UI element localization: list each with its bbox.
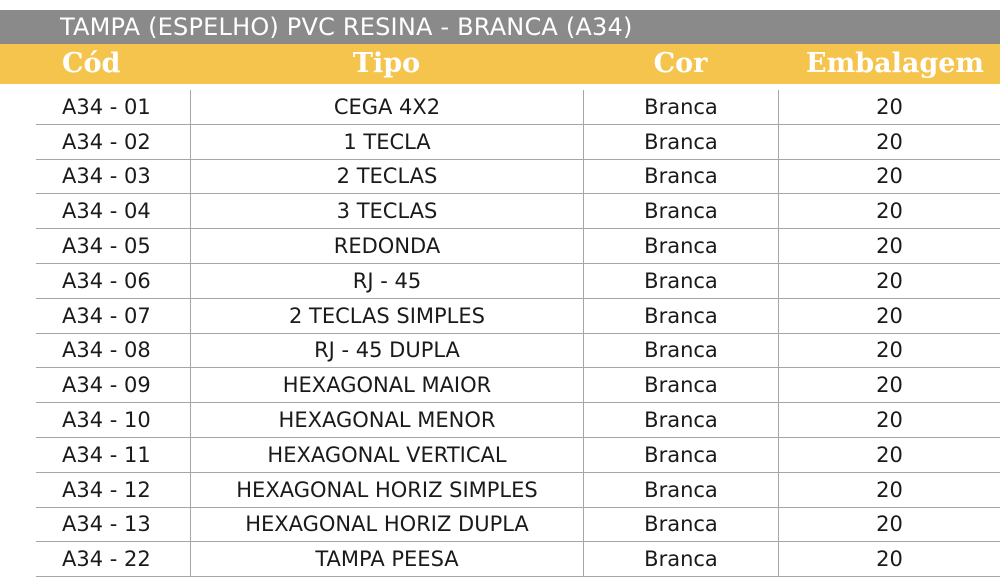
cell-embalagem: 20	[778, 264, 1000, 298]
cell-tipo: HEXAGONAL MENOR	[190, 403, 583, 437]
table-row	[36, 90, 1000, 125]
table-row	[36, 542, 1000, 577]
cell-cor: Branca	[583, 299, 778, 333]
header-cod: Cód	[62, 48, 121, 79]
cell-embalagem: 20	[778, 160, 1000, 194]
cell-cod: A34 - 11	[62, 442, 151, 467]
cell-cod: A34 - 05	[62, 234, 151, 259]
cell-cod: A34 - 07	[62, 303, 151, 328]
title-bar	[0, 10, 1000, 44]
table-header	[0, 44, 1000, 84]
cell-tipo: 3 TECLAS	[190, 194, 583, 228]
table-row	[36, 438, 1000, 473]
cell-embalagem: 20	[778, 438, 1000, 472]
cell-embalagem: 20	[778, 508, 1000, 542]
cell-cod: A34 - 22	[62, 547, 151, 572]
table-row	[36, 264, 1000, 299]
table-row	[36, 194, 1000, 229]
cell-embalagem: 20	[778, 473, 1000, 507]
table-row	[36, 160, 1000, 195]
cell-cor: Branca	[583, 264, 778, 298]
cell-embalagem: 20	[778, 125, 1000, 159]
cell-cod: A34 - 10	[62, 408, 151, 433]
cell-tipo: RJ - 45	[190, 264, 583, 298]
page-title: TAMPA (ESPELHO) PVC RESINA - BRANCA (A34)	[60, 13, 633, 41]
cell-tipo: REDONDA	[190, 229, 583, 263]
cell-cor: Branca	[583, 473, 778, 507]
cell-cod: A34 - 08	[62, 338, 151, 363]
cell-embalagem: 20	[778, 403, 1000, 437]
cell-tipo: RJ - 45 DUPLA	[190, 334, 583, 368]
table-row	[36, 508, 1000, 543]
header-tipo: Tipo	[352, 48, 421, 79]
cell-embalagem: 20	[778, 368, 1000, 402]
table-row	[36, 368, 1000, 403]
cell-cor: Branca	[583, 160, 778, 194]
table-row	[36, 125, 1000, 160]
cell-tipo: HEXAGONAL HORIZ DUPLA	[190, 508, 583, 542]
cell-embalagem: 20	[778, 299, 1000, 333]
table-row	[36, 299, 1000, 334]
cell-cod: A34 - 13	[62, 512, 151, 537]
cell-tipo: CEGA 4X2	[190, 90, 583, 124]
table-row	[36, 229, 1000, 264]
cell-cor: Branca	[583, 194, 778, 228]
cell-cor: Branca	[583, 334, 778, 368]
cell-cor: Branca	[583, 368, 778, 402]
cell-tipo: HEXAGONAL VERTICAL	[190, 438, 583, 472]
cell-embalagem: 20	[778, 229, 1000, 263]
cell-tipo: HEXAGONAL MAIOR	[190, 368, 583, 402]
cell-cod: A34 - 03	[62, 164, 151, 189]
cell-cod: A34 - 06	[62, 268, 151, 293]
cell-cod: A34 - 02	[62, 129, 151, 154]
cell-tipo: 2 TECLAS	[190, 160, 583, 194]
cell-cod: A34 - 09	[62, 373, 151, 398]
cell-cod: A34 - 12	[62, 477, 151, 502]
cell-tipo: 1 TECLA	[190, 125, 583, 159]
header-cor: Cor	[653, 48, 708, 79]
cell-cor: Branca	[583, 229, 778, 263]
cell-embalagem: 20	[778, 542, 1000, 576]
cell-tipo: 2 TECLAS SIMPLES	[190, 299, 583, 333]
cell-embalagem: 20	[778, 334, 1000, 368]
cell-cod: A34 - 01	[62, 94, 151, 119]
cell-cod: A34 - 04	[62, 199, 151, 224]
cell-cor: Branca	[583, 125, 778, 159]
cell-cor: Branca	[583, 508, 778, 542]
cell-cor: Branca	[583, 438, 778, 472]
cell-embalagem: 20	[778, 194, 1000, 228]
cell-cor: Branca	[583, 90, 778, 124]
table-row	[36, 473, 1000, 508]
cell-tipo: HEXAGONAL HORIZ SIMPLES	[190, 473, 583, 507]
cell-cor: Branca	[583, 403, 778, 437]
cell-cor: Branca	[583, 542, 778, 576]
product-table	[36, 90, 1000, 577]
cell-embalagem: 20	[778, 90, 1000, 124]
table-row	[36, 403, 1000, 438]
cell-tipo: TAMPA PEESA	[190, 542, 583, 576]
header-embalagem: Embalagem	[806, 48, 984, 79]
table-row	[36, 334, 1000, 369]
